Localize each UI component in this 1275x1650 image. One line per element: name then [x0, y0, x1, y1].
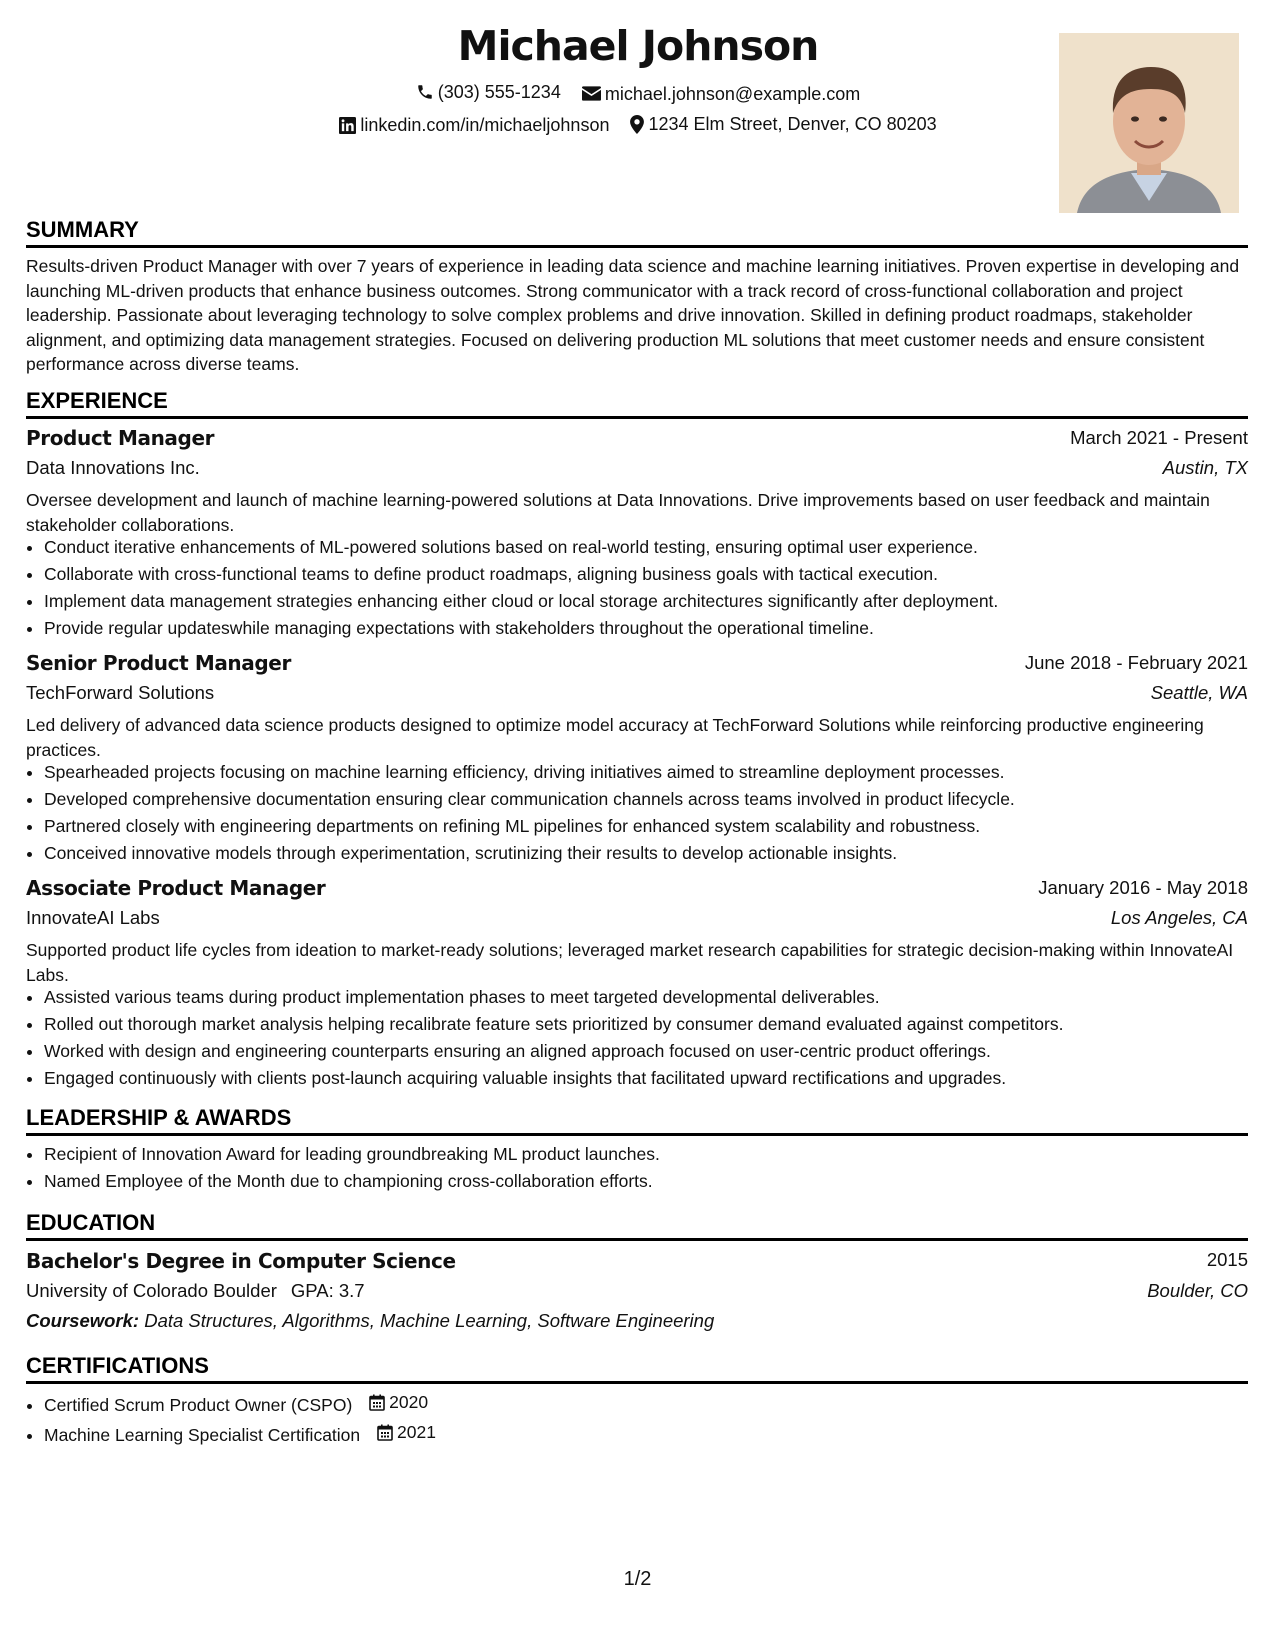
school-location: Boulder, CO [1147, 1280, 1248, 1301]
phone-contact [416, 81, 561, 103]
calendar-icon [369, 1394, 385, 1411]
address-text: 1234 Elm Street, Denver, CO 80203 [648, 114, 937, 134]
certification-date [377, 1419, 436, 1446]
resume-page [26, 0, 1250, 1650]
job-title: Associate Product Manager [26, 876, 326, 900]
address-contact [630, 113, 936, 135]
linkedin-contact[interactable] [339, 114, 609, 136]
summary-text: Results-driven Product Manager with over 7 years of experience in leading data science and machine learning initiatives. Proven expertise in developing and launching ML-driven products that enhance business outcomes. Strong communicator with a track record of cross-functional collaboration and project leadership. Passionate about leveraging technology to solve complex problems and drive innovation. Skilled in defining product roadmaps, stakeholder alignment, and optimizing data management strategies. Focused on delivering production ML solutions that meet customer needs and ensure consistent performance across diverse teams. [26, 256, 1240, 374]
certification-name: Certified Scrum Product Owner (CSPO) [44, 1395, 353, 1415]
bullet-item: • Conceived innovative models through experimentation, scrutinizing their results to develop actionable insights. [44, 840, 1266, 867]
bullet-item: • Developed comprehensive documentation ensuring clear communication channels across teams involved in product lifecycle. [44, 786, 1266, 813]
section-divider [26, 1133, 1248, 1136]
bullet-item: • Conduct iterative enhancements of ML-powered solutions based on real-world testing, ensuring optimal user experience. [44, 534, 1266, 561]
coursework-label: Coursework: [26, 1310, 140, 1331]
linkedin-text: linkedin.com/in/michaeljohnson [360, 115, 610, 135]
certifications-list [26, 1389, 1266, 1449]
coursework-line [26, 1309, 714, 1333]
job-bullets [26, 759, 1266, 867]
section-divider [26, 1238, 1248, 1241]
section-divider [26, 1381, 1248, 1384]
leadership-list [26, 1141, 1266, 1195]
phone-text: (303) 555-1234 [437, 82, 561, 102]
gpa: GPA: 3.7 [290, 1280, 365, 1301]
award-item: • Recipient of Innovation Award for leading groundbreaking ML product launches. [44, 1141, 1266, 1168]
summary-heading: SUMMARY [26, 217, 139, 242]
email-contact[interactable] [582, 83, 860, 105]
school-name: University of Colorado Boulder [26, 1280, 277, 1301]
linkedin-icon [339, 117, 356, 134]
job-description: Supported product life cycles from ideation to market-ready solutions; leveraged market research capabilities for strategic decision-making within InnovateAI Labs. [26, 940, 1234, 985]
calendar-icon [377, 1424, 393, 1441]
profile-photo [1059, 33, 1239, 213]
email-text: michael.johnson@example.com [604, 83, 861, 104]
certification-year: 2020 [389, 1392, 429, 1412]
portrait-illustration [1059, 33, 1239, 213]
section-divider [26, 416, 1248, 419]
certifications-heading: CERTIFICATIONS [26, 1353, 209, 1378]
certification-date [369, 1389, 428, 1416]
certification-item [44, 1389, 1266, 1419]
job-location: Seattle, WA [1150, 682, 1248, 703]
bullet-item: • Assisted various teams during product implementation phases to meet targeted developmental deliverables. [44, 984, 1266, 1011]
school-line [26, 1279, 365, 1303]
degree-title: Bachelor's Degree in Computer Science [26, 1249, 456, 1273]
job-dates: March 2021 - Present [1070, 427, 1248, 448]
job-location: Austin, TX [1162, 457, 1248, 478]
phone-icon [416, 83, 434, 101]
award-item: • Named Employee of the Month due to championing cross-collaboration efforts. [44, 1168, 1266, 1195]
coursework-text: Data Structures, Algorithms, Machine Learning, Software Engineering [144, 1310, 715, 1331]
bullet-item: • Collaborate with cross-functional teams to define product roadmaps, aligning business goals with tactical execution. [44, 561, 1266, 588]
job-company: InnovateAI Labs [26, 907, 160, 928]
bullet-item: • Provide regular updateswhile managing expectations with stakeholders throughout the operational timeline. [44, 615, 1266, 642]
certification-name: Machine Learning Specialist Certification [44, 1425, 361, 1445]
job-description: Oversee development and launch of machine learning-powered solutions at Data Innovations. Drive improvements based on user feedback and maintain stakeholder collaborations. [26, 490, 1210, 535]
job-description: Led delivery of advanced data science products designed to optimize model accuracy at TechForward Solutions while reinforcing productive engineering practices. [26, 715, 1204, 760]
job-bullets [26, 984, 1266, 1092]
certification-item [44, 1419, 1266, 1449]
job-title: Product Manager [26, 426, 215, 450]
candidate-name: Michael Johnson [457, 22, 819, 70]
bullet-item: • Partnered closely with engineering departments on refining ML pipelines for enhanced system scalability and robustness. [44, 813, 1266, 840]
education-heading: EDUCATION [26, 1210, 156, 1235]
job-company: Data Innovations Inc. [26, 457, 200, 478]
bullet-item: • Engaged continuously with clients post-launch acquiring valuable insights that facilitated upward rectifications and upgrades. [44, 1065, 1266, 1092]
bullet-item: • Implement data management strategies enhancing either cloud or local storage architectures significantly after deployment. [44, 588, 1266, 615]
job-dates: January 2016 - May 2018 [1038, 877, 1248, 898]
certification-year: 2021 [397, 1422, 436, 1442]
experience-heading: EXPERIENCE [26, 388, 168, 413]
job-company: TechForward Solutions [26, 682, 215, 703]
bullet-item: • Rolled out thorough market analysis helping recalibrate feature sets prioritized by consumer demand evaluated against competitors. [44, 1011, 1266, 1038]
leadership-heading: LEADERSHIP & AWARDS [26, 1105, 292, 1130]
job-dates: June 2018 - February 2021 [1024, 652, 1248, 673]
bullet-item: • Worked with design and engineering counterparts ensuring an aligned approach focused on user-centric product offerings. [44, 1038, 1266, 1065]
graduation-year: 2015 [1206, 1249, 1248, 1270]
envelope-icon [582, 86, 601, 101]
job-title: Senior Product Manager [26, 651, 291, 675]
page-number: 1/2 [623, 1568, 652, 1590]
map-pin-icon [630, 115, 644, 134]
section-divider [26, 245, 1248, 248]
job-bullets [26, 534, 1266, 642]
bullet-item: • Spearheaded projects focusing on machine learning efficiency, driving initiatives aimed to streamline deployment processes. [44, 759, 1266, 786]
job-location: Los Angeles, CA [1110, 907, 1248, 928]
